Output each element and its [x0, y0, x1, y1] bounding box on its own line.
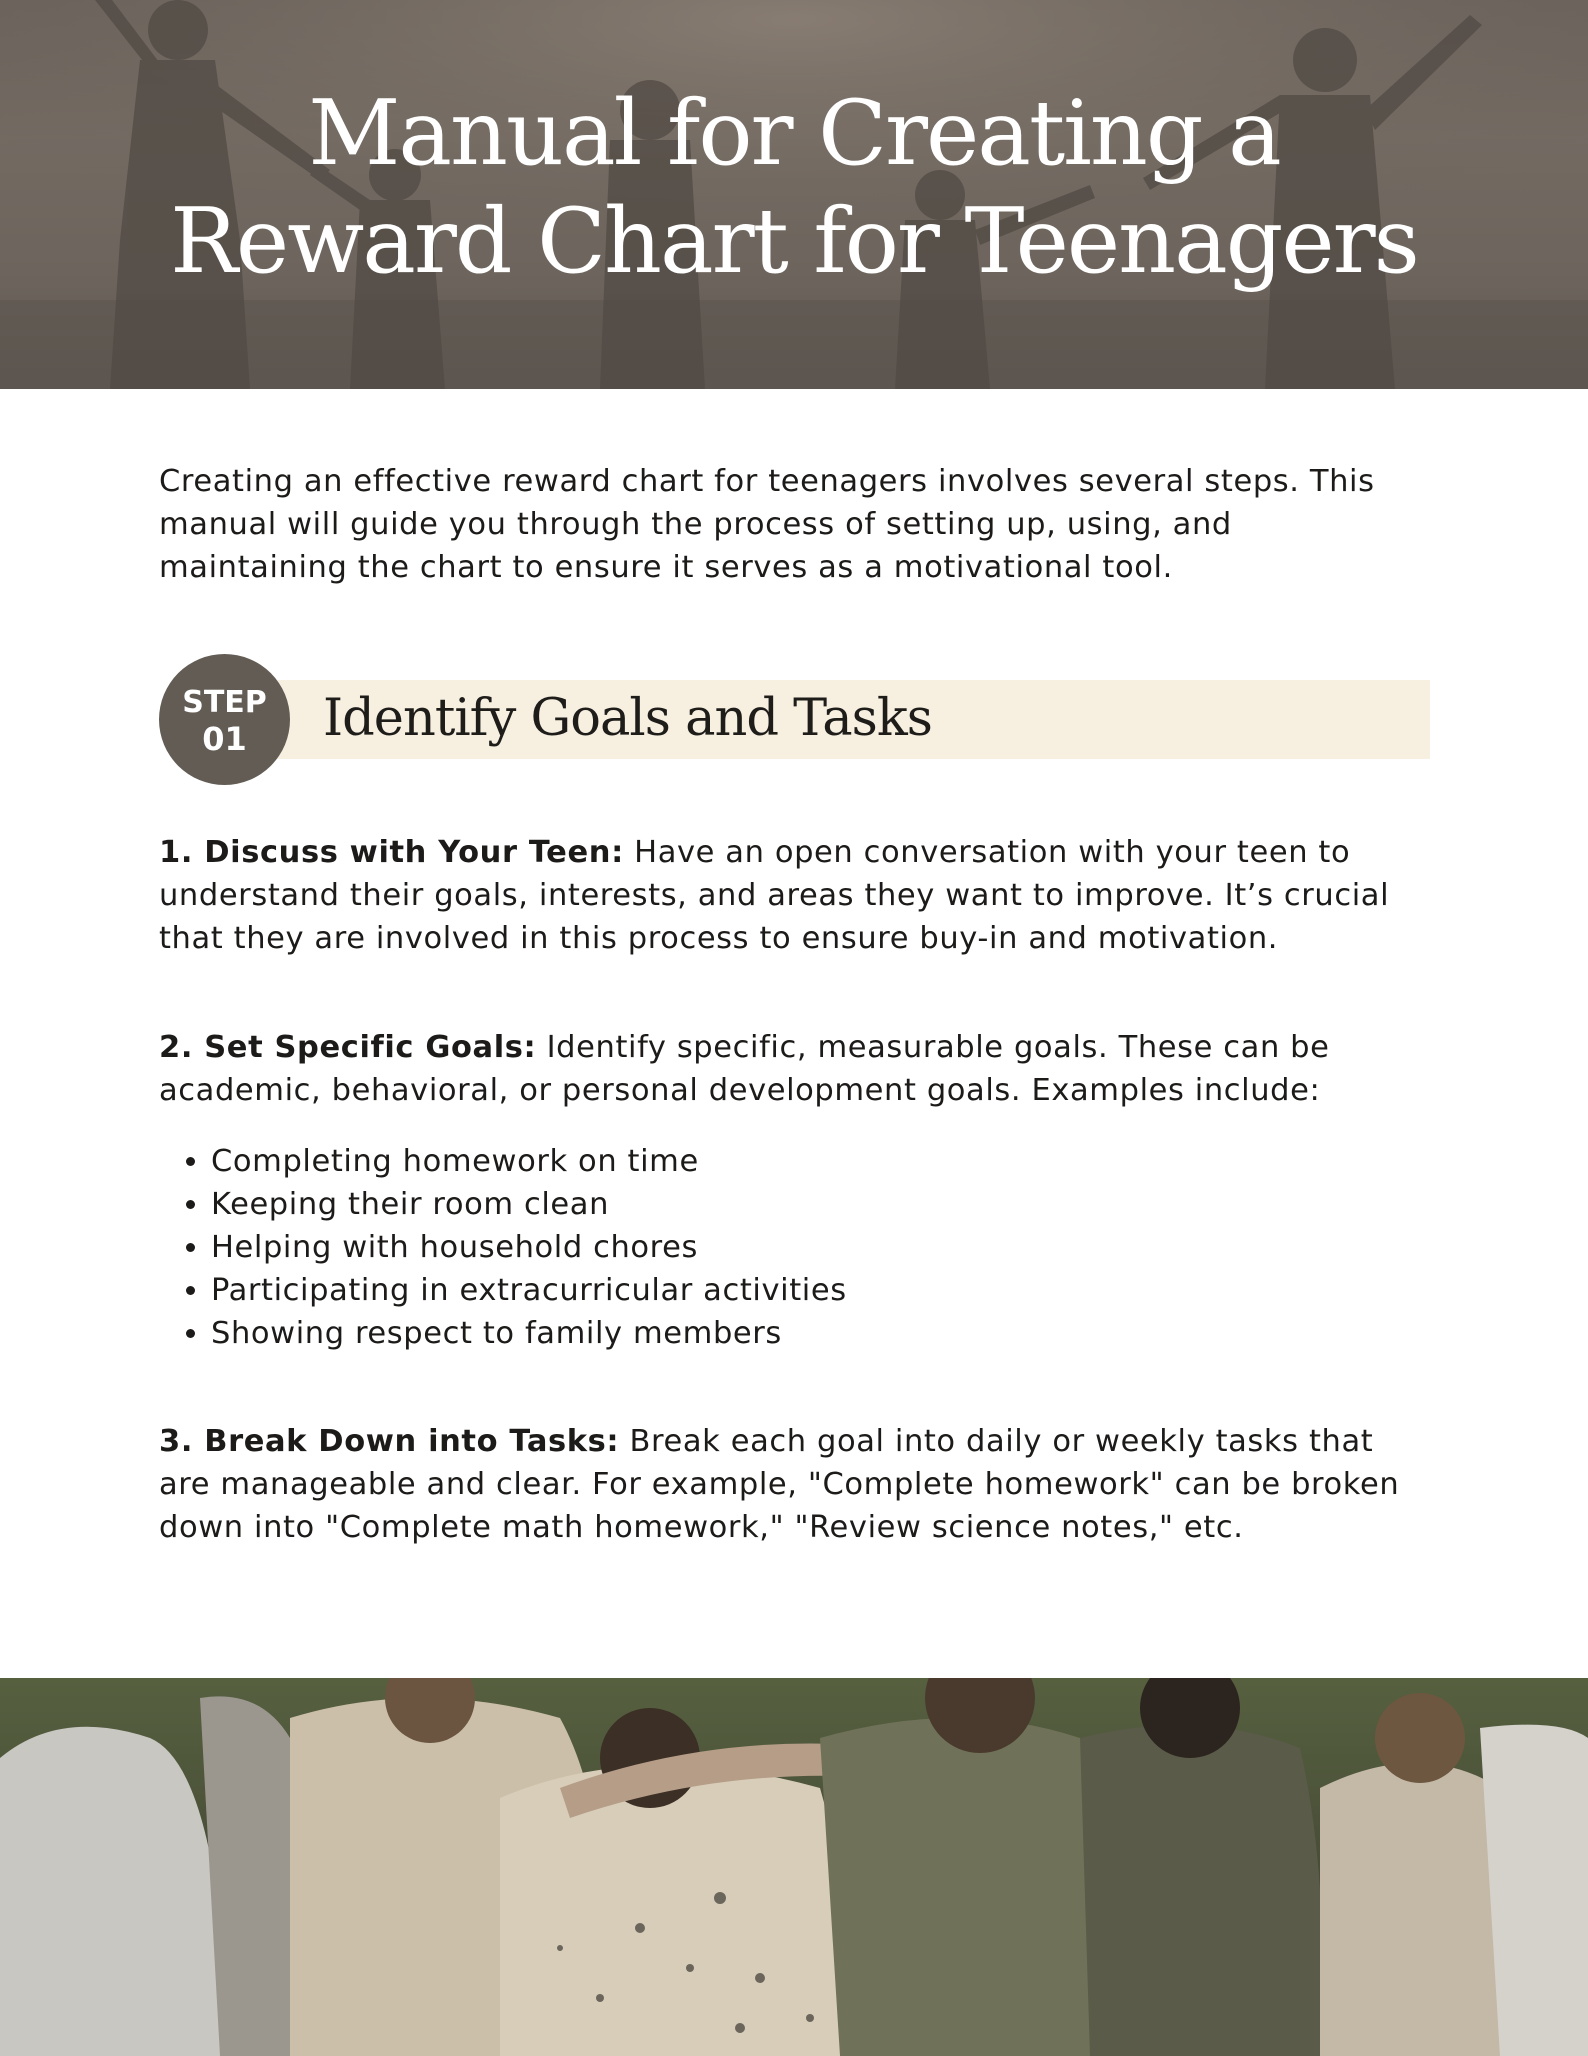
step-title: Identify Goals and Tasks	[323, 689, 932, 748]
item-set-goals-text: Identify specific, measurable goals. These can be academic, behavioral, or personal development goals. Examples include:	[159, 1030, 1330, 1108]
page-title-line-1: Manual for Creating a	[308, 81, 1280, 186]
intro-paragraph: Creating an effective reward chart for teenagers involves several steps. This manual will guide you through the process of setting up, using, and maintaining the chart to ensure it serves as a motivational tool.	[159, 464, 1375, 585]
list-item: • Keeping their room clean	[211, 1183, 1411, 1226]
item-set-goals	[159, 1026, 1429, 1112]
item-set-goals-heading: 2. Set Specific Goals:	[159, 1030, 537, 1065]
footer-photo	[0, 1678, 1588, 2056]
item-discuss-text: Have an open conversation with your teen to understand their goals, interests, and areas they want to improve. It’s crucial that they are involved in this process to ensure buy-in and motivation.	[159, 835, 1390, 956]
header-banner	[0, 0, 1588, 389]
item-break-down	[159, 1420, 1429, 1549]
step-badge-number: 01	[202, 720, 247, 758]
examples-list	[159, 1140, 1411, 1355]
item-discuss-heading: 1. Discuss with Your Teen:	[159, 835, 624, 870]
list-item: • Completing homework on time	[211, 1140, 1411, 1183]
item-break-down-heading: 3. Break Down into Tasks:	[159, 1424, 620, 1459]
item-break-down-text: Break each goal into daily or weekly tasks that are manageable and clear. For example, "Complete homework" can be broken down into "Complete math homework," "Review science notes," etc.	[159, 1424, 1400, 1545]
page-title	[0, 80, 1588, 296]
page-title-line-2: Reward Chart for Teenagers	[170, 189, 1418, 294]
list-item: • Participating in extracurricular activities	[211, 1269, 1411, 1312]
step-badge-label: STEP	[182, 685, 267, 720]
footer-group-photo	[0, 1678, 1588, 2056]
list-item: • Showing respect to family members	[211, 1312, 1411, 1355]
list-item: • Helping with household chores	[211, 1226, 1411, 1269]
item-discuss	[159, 831, 1429, 960]
step-badge	[159, 654, 290, 785]
